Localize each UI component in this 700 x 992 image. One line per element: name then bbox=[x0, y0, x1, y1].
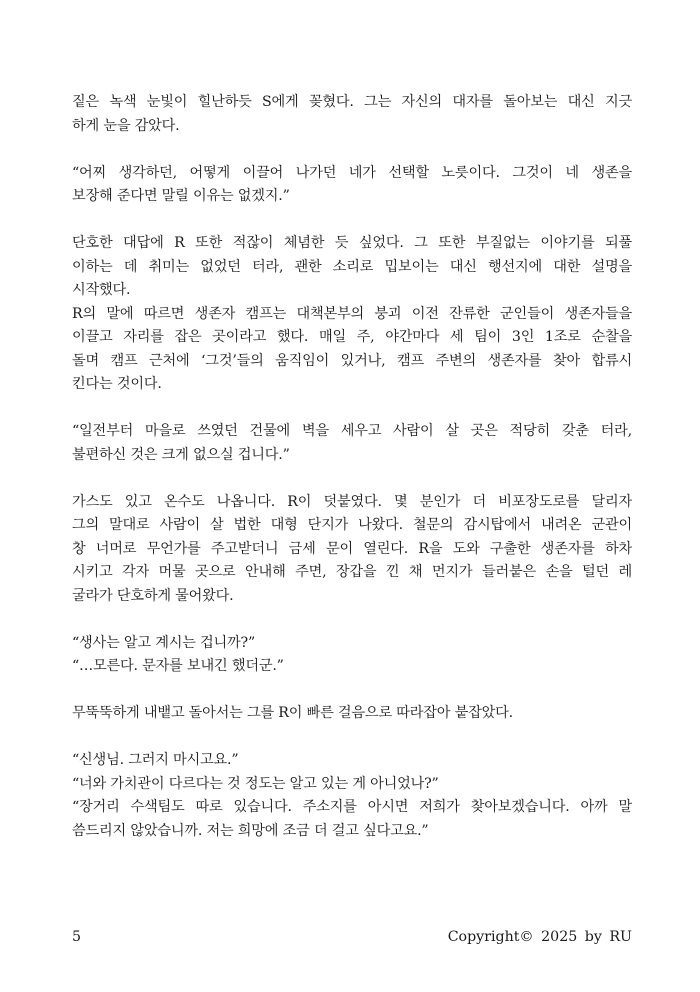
paragraph bbox=[72, 91, 632, 138]
text-line: 시키고 각자 머물 곳으로 안내해 주면, 장갑을 낀 채 먼지가 들러붙은 손을 털던 레 bbox=[72, 564, 632, 580]
text-line: 무뚝뚝하게 내뱉고 돌아서는 그를 R이 빠른 걸음으로 따라잡아 붙잡았다. bbox=[72, 705, 513, 721]
paragraph-gap bbox=[72, 397, 632, 421]
text-line: 씀드리지 않았습니까. 저는 희망에 조금 더 걸고 싶다고요.” bbox=[72, 822, 429, 839]
text-line: 그의 말대로 사람이 살 법한 대형 단지가 나왔다. 철문의 감시탑에서 내려온 군관이 bbox=[72, 517, 632, 533]
paragraph bbox=[72, 491, 632, 609]
paragraph-gap bbox=[72, 209, 632, 233]
paragraph-gap bbox=[72, 608, 632, 632]
text-line: “…모른다. 문자를 보내긴 했더군.” bbox=[72, 658, 284, 674]
text-line: 킨다는 것이다. bbox=[72, 376, 162, 392]
paragraph-gap bbox=[72, 679, 632, 703]
text-line: “어찌 생각하던, 어떻게 이끌어 나가던 네가 선택할 노릇이다. 그것이 네 생존을 bbox=[72, 164, 632, 181]
text-line: 이하는 데 취미는 없었던 터라, 괜한 소리로 밉보이는 대신 행선지에 대한 설명을 bbox=[72, 258, 632, 275]
text-line: 하게 눈을 감았다. bbox=[72, 117, 180, 134]
text-line: 보장해 준다면 말릴 이유는 없겠지.” bbox=[72, 188, 290, 204]
text-line: “생사는 알고 계시는 겁니까?” bbox=[72, 634, 255, 651]
paragraph bbox=[72, 232, 632, 397]
paragraph bbox=[72, 749, 632, 843]
paragraph bbox=[72, 702, 632, 726]
text-line: “너와 가치관이 다르다는 것 정도는 알고 있는 게 아니었나?” bbox=[72, 775, 439, 792]
text-line: 짙은 녹색 눈빛이 힐난하듯 S에게 꽂혔다. 그는 자신의 대자를 돌아보는 대신 지긋 bbox=[72, 94, 632, 110]
text-line: “신생님. 그러지 마시고요.” bbox=[72, 752, 239, 768]
body-text bbox=[72, 91, 632, 843]
text-line: 시작했다. bbox=[72, 282, 131, 298]
text-line: 이끌고 자리를 잡은 곳이라고 했다. 매일 주, 야간마다 세 팀이 3인 1조로 순찰을 bbox=[72, 329, 632, 345]
text-line: 굴라가 단호하게 물어왔다. bbox=[72, 587, 234, 604]
paragraph-gap bbox=[72, 726, 632, 750]
paragraph bbox=[72, 162, 632, 209]
text-line: “일전부터 마을로 쓰였던 건물에 벽을 세우고 사람이 살 곳은 적당히 갖춘 터라, bbox=[72, 423, 632, 439]
paragraph-gap bbox=[72, 138, 632, 162]
text-line: “장거리 수색팀도 따로 있습니다. 주소지를 아시면 저희가 찾아보겠습니다. 아까 말 bbox=[72, 799, 632, 815]
text-line: R의 말에 따르면 생존자 캠프는 대책본부의 붕괴 이전 잔류한 군인들이 생존자들을 bbox=[72, 305, 632, 322]
page-number: 5 bbox=[72, 929, 82, 945]
paragraph bbox=[72, 632, 632, 679]
paragraph-gap bbox=[72, 467, 632, 491]
paragraph bbox=[72, 420, 632, 467]
text-line: 불편하신 것은 크게 없으실 겁니다.” bbox=[72, 446, 290, 463]
text-line: 단호한 대답에 R 또한 적잖이 체념한 듯 싶었다. 그 또한 부질없는 이야기를 되풀 bbox=[72, 235, 632, 251]
copyright-notice: Copyright© 2025 by RU bbox=[447, 929, 632, 945]
page-footer bbox=[72, 926, 632, 948]
text-line: 가스도 있고 온수도 나옵니다. R이 덧붙였다. 몇 분인가 더 비포장도로를 달리자 bbox=[72, 493, 632, 510]
text-line: 돌며 캠프 근처에 ‘그것’들의 움직임이 있거나, 캠프 주변의 생존자를 찾아 합류시 bbox=[72, 352, 632, 369]
text-line: 창 너머로 무언가를 주고받더니 금세 문이 열린다. R을 도와 구출한 생존자를 하차 bbox=[72, 540, 632, 557]
